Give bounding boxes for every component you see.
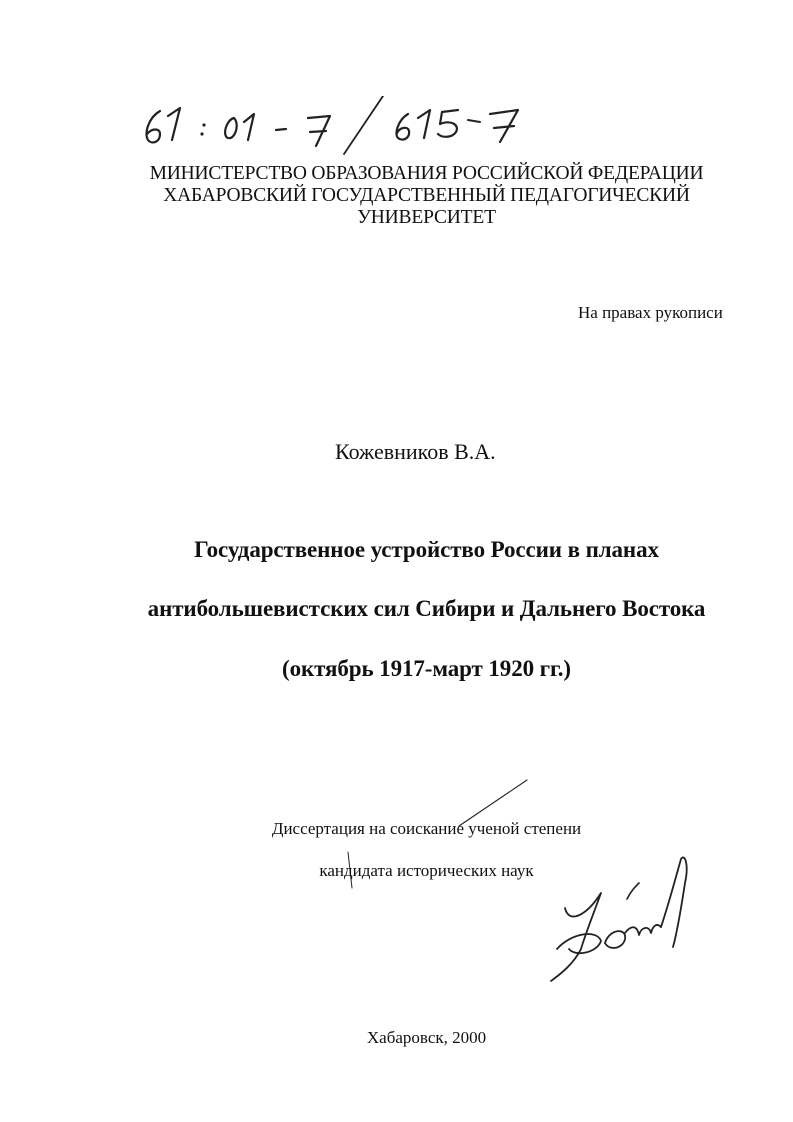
title-line-1: Государственное устройство России в планах	[194, 537, 659, 562]
header-line-university: ХАБАРОВСКИЙ ГОСУДАРСТВЕННЫЙ ПЕДАГОГИЧЕСКИЙ	[163, 185, 690, 206]
title-line-3: (октябрь 1917-март 1920 гг.)	[282, 656, 571, 681]
city-year: Хабаровск, 2000	[366, 1028, 487, 1047]
signature-icon	[545, 853, 695, 988]
header-line-ministry: МИНИСТЕРСТВО ОБРАЗОВАНИЯ РОССИЙСКОЙ ФЕДЕРАЦИИ	[149, 163, 704, 184]
rights-note: На правах рукописи	[578, 303, 723, 322]
ministry-header	[0, 163, 793, 229]
author-name: Кожевников В.А.	[335, 439, 496, 464]
title-line-2: антибольшевистских сил Сибири и Дальнего Востока	[147, 596, 706, 621]
header-line-university-cont: УНИВЕРСИТЕТ	[357, 207, 496, 228]
degree-line-1: Диссертация на соискание ученой степени	[271, 819, 582, 838]
handwritten-catalog-code	[138, 96, 538, 156]
degree-line-2: кандидата исторических наук	[319, 861, 534, 880]
